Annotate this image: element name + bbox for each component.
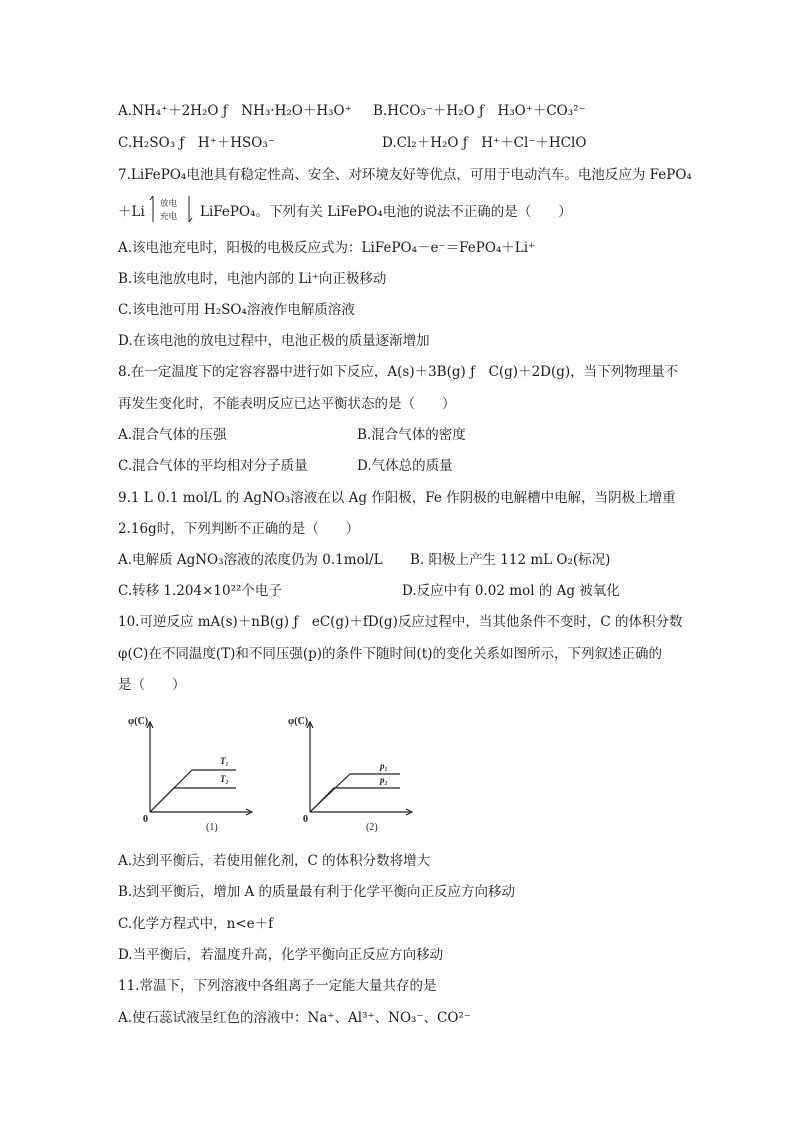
option-d-q9: D.反应中有 0.02 mol 的 Ag 被氧化 <box>402 583 620 599</box>
graph1-caption: (1) <box>206 822 218 833</box>
graph1-origin-label: 0 <box>143 814 148 825</box>
option-a-q11: A.使石蕊试液呈红色的溶液中：Na⁺、Al³⁺、NO₃⁻、CO²⁻ <box>118 1010 471 1026</box>
graph-temperature <box>128 712 258 837</box>
option-c-q8: C.混合气体的平均相对分子质量 <box>118 458 308 474</box>
graph2-caption: (2) <box>366 822 378 833</box>
option-a-q8: A.混合气体的压强 <box>118 427 227 443</box>
question-8-stem-cont: 再发生变化时，不能表明反应已达平衡状态的是（ ） <box>118 396 456 412</box>
option-a-q6: A.NH₄⁺＋2H₂O ƒ NH₃·H₂O＋H₃O⁺ <box>118 103 352 119</box>
question-8-stem: 8.在一定温度下的定容容器中进行如下反应，A(s)＋3B(g) ƒ C(g)＋2D(g)，当下列物理量不 <box>118 364 679 380</box>
option-b-q9: B. 阳极上产生 112 mL O₂(标况) <box>410 552 611 568</box>
option-b-q6: B.HCO₃⁻＋H₂O ƒ H₃O⁺＋CO₃²⁻ <box>373 103 586 119</box>
option-b-q10: B.达到平衡后，增加 A 的质量最有利于化学平衡向正反应方向移动 <box>118 884 516 900</box>
question-7-equation-lead: ＋Li <box>118 204 145 220</box>
option-d-q10: D.当平衡后，若温度升高，化学平衡向正反应方向移动 <box>118 947 444 963</box>
option-c-q6: C.H₂SO₃ ƒ H⁺＋HSO₃⁻ <box>118 135 275 151</box>
option-d-q8: D.气体总的质量 <box>357 458 453 474</box>
label-t1: T₁ <box>220 756 229 766</box>
graph1-y-axis-label: φ(C) <box>128 716 149 727</box>
option-a-q9: A.电解质 AgNO₃溶液的浓度仍为 0.1mol/L <box>118 552 383 568</box>
question-7-stem: 7.LiFePO₄电池具有稳定性高、安全、对环境友好等优点，可用于电动汽车。电池反应为 FePO₄ <box>118 167 692 183</box>
option-c-q9: C.转移 1.204×10²²个电子 <box>118 583 282 599</box>
graph2-origin-label: 0 <box>303 814 308 825</box>
question-10-stem: 10.可逆反应 mA(s)＋nB(g) ƒ eC(g)＋fD(g)反应过程中，当其他条件不变时，C 的体积分数 <box>118 614 683 630</box>
option-b-q8: B.混合气体的密度 <box>357 427 466 443</box>
arrow-label-discharge: 放电 <box>160 198 178 208</box>
label-p2: p₂ <box>380 775 388 785</box>
arrow-label-charge: 充电 <box>160 211 178 221</box>
label-p1: p₁ <box>380 761 388 771</box>
option-d-q6: D.Cl₂＋H₂O ƒ H⁺＋Cl⁻＋HClO <box>382 135 587 151</box>
graph2-y-axis-label: φ(C) <box>288 716 309 727</box>
question-9-stem-cont: 2.16g时，下列判断不正确的是（ ） <box>118 521 360 537</box>
option-c-q7: C.该电池可用 H₂SO₄溶液作电解质溶液 <box>118 302 355 318</box>
curve-t2 <box>150 788 236 812</box>
question-9-stem: 9.1 L 0.1 mol/L 的 AgNO₃溶液在以 Ag 作阳极，Fe 作阴极的电解槽中电解，当阴极上增重 <box>118 490 676 506</box>
option-a-q7: A.该电池充电时，阳极的电极反应式为：LiFePO₄－e⁻＝FePO₄＋Li⁺ <box>118 240 536 256</box>
graph-pressure <box>288 712 418 837</box>
option-d-q7: D.在该电池的放电过程中，电池正极的质量逐渐增加 <box>118 333 430 349</box>
question-7-equation-tail: LiFePO₄。下列有关 LiFePO₄电池的说法不正确的是（ ） <box>200 204 572 220</box>
question-11-stem: 11.常温下，下列溶液中各组离子一定能大量共存的是 <box>118 978 437 994</box>
reversible-arrow-icon <box>149 193 199 225</box>
question-10-stem-end: 是（ ） <box>118 677 186 693</box>
option-b-q7: B.该电池放电时，电池内部的 Li⁺向正极移动 <box>118 271 387 287</box>
question-10-stem-cont: φ(C)在不同温度(T)和不同压强(p)的条件下随时间(t)的变化关系如图所示，下列叙述正确的 <box>118 646 662 662</box>
label-t2: T₂ <box>220 774 229 784</box>
option-a-q10: A.达到平衡后，若使用催化剂，C 的体积分数将增大 <box>118 853 431 869</box>
option-c-q10: C.化学方程式中，n<e＋f <box>118 916 274 932</box>
